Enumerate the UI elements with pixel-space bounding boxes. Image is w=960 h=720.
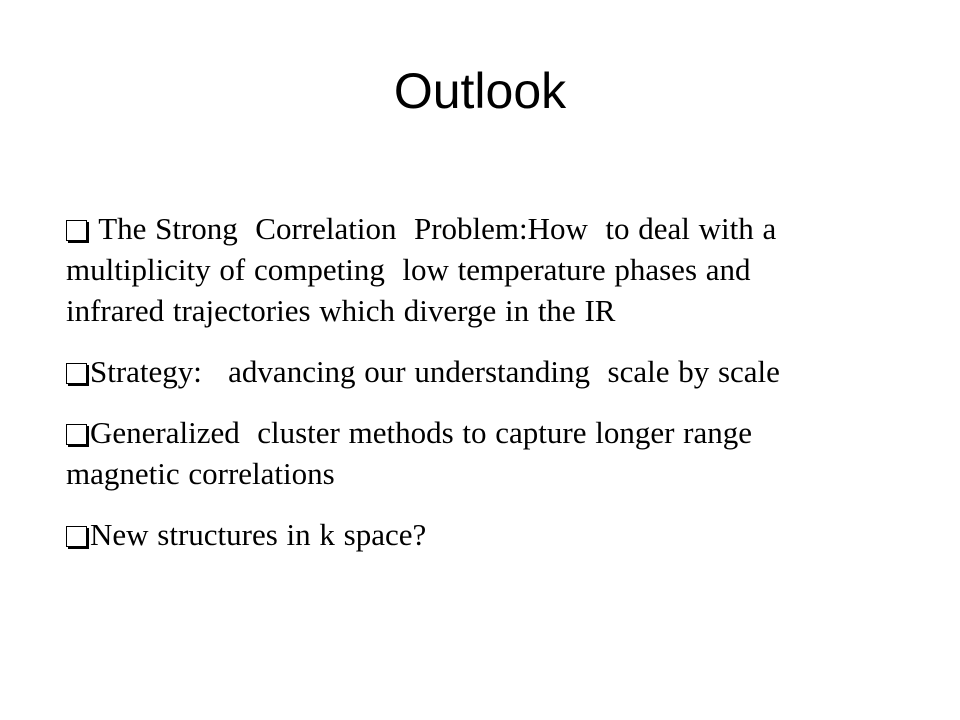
bullet-item — [66, 514, 826, 555]
checkbox-square-icon — [66, 424, 87, 445]
bullet-text: New structures in k space? — [90, 517, 427, 552]
bullet-text: Generalized cluster methods to capture longer range magnetic correlations — [66, 415, 761, 491]
checkbox-square-icon — [66, 526, 87, 547]
bullet-text: The Strong Correlation Problem:How to deal with a multiplicity of competing low temperature phases and infrared trajectories which diverge in the IR — [66, 211, 786, 328]
slide-title: Outlook — [393, 63, 567, 119]
bullet-item — [66, 412, 826, 494]
bullet-list — [66, 208, 826, 575]
bullet-text: Strategy: advancing our understanding scale by scale — [90, 354, 780, 389]
bullet-item — [66, 208, 826, 331]
bullet-item — [66, 351, 826, 392]
checkbox-square-icon — [66, 220, 87, 241]
checkbox-square-icon — [66, 363, 87, 384]
